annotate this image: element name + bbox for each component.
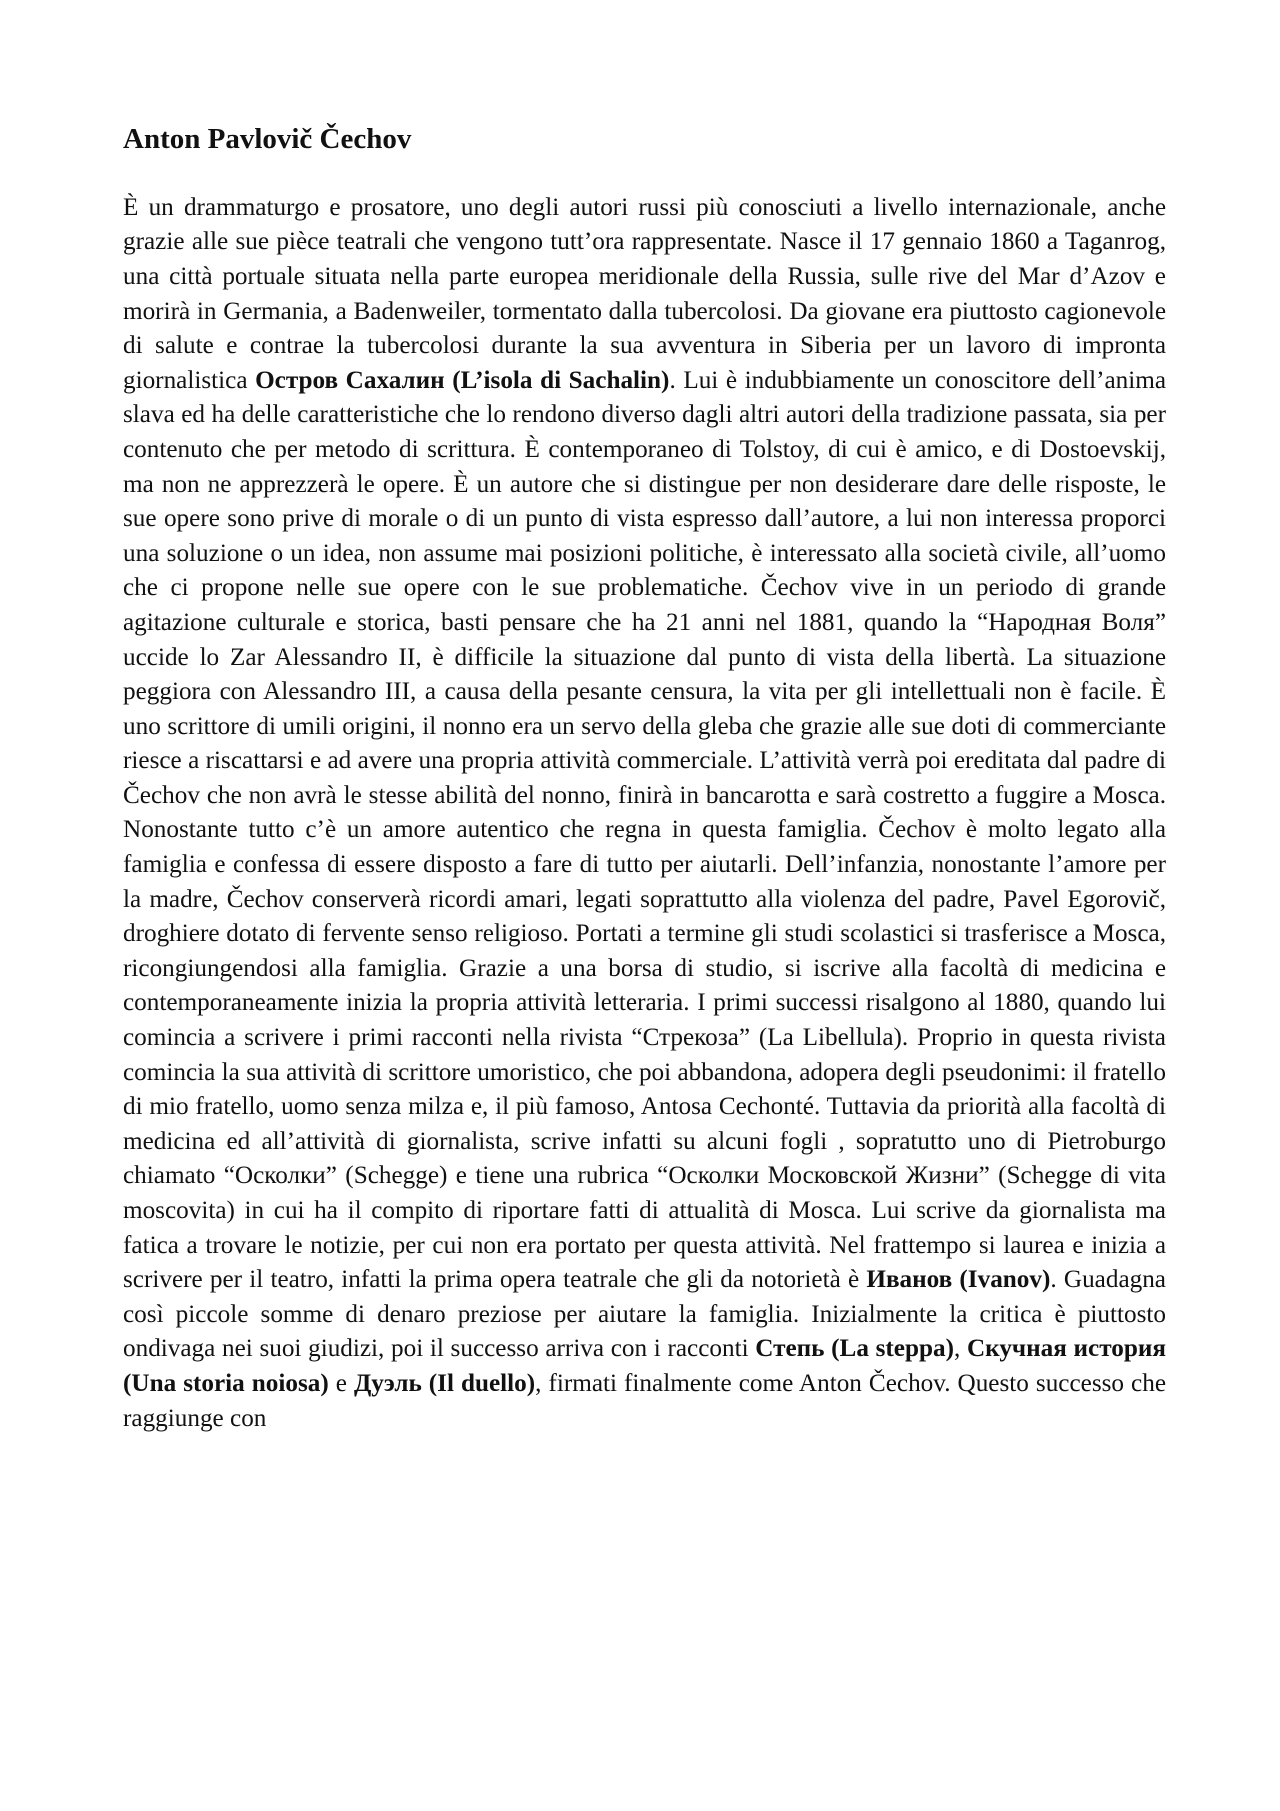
body-text-segment: e: [328, 1369, 354, 1397]
work-title-ivanov: Иванов (Ivanov): [866, 1266, 1051, 1294]
work-title-ostrov-sachalin: Остров Сахалин (L’isola di Sachalin): [255, 366, 670, 394]
body-text-segment: ,: [954, 1335, 967, 1363]
page-title: Anton Pavlovič Čechov: [123, 123, 412, 155]
body-text-segment: , firmati finalmente come Anton Čechov. Questo successo che raggiunge con: [123, 1369, 1166, 1432]
work-title-step: Степь (La steppa): [755, 1335, 954, 1363]
body-paragraph: [123, 191, 1166, 1436]
work-title-skuchnaya-istoriya: Скучная история (Una storia noiosa): [123, 1335, 1167, 1397]
body-text-segment: È un drammaturgo e prosatore, uno degli autori russi più conosciuti a livello internazionale, anche grazie alle sue pièce teatrali che vengono tutt’ora rappresentate. Nasce il 17 gennaio 1860 a Taganrog, una città portuale situata nella parte europea meridionale della Russia, sulle rive del Mar d’Azov e morirà in Germania, a Badenweiler, tormentato dalla tubercolosi. Da giovane era piuttosto cagionevole di salute e contrae la tubercolosi durante la sua avventura in Siberia per un lavoro di impronta giornalistica: [123, 193, 1166, 394]
work-title-duel: Дуэль (Il duello): [353, 1369, 536, 1397]
body-text-segment: . Guadagna così piccole somme di denaro preziose per aiutare la famiglia. Inizialmente la critica è piuttosto ondivaga nei suoi giudizi, poi il successo arriva con i racconti: [123, 1266, 1166, 1363]
body-text-segment: . Lui è indubbiamente un conoscitore dell’anima slava ed ha delle caratteristiche che lo rendono diverso dagli altri autori della tradizione passata, sia per contenuto che per metodo di scrittura. È contemporaneo di Tolstoy, di cui è amico, e di Dostoevskij, ma non ne apprezzerà le opere. È un autore che si distingue per non desiderare dare delle risposte, le sue opere sono prive di morale o di un punto di vista espresso dall’autore, a lui non interessa proporci una soluzione o un idea, non assume mai posizioni politiche, è interessato alla società civile, all’uomo che ci propone nelle sue opere con le sue problematiche. Čechov vive in un periodo di grande agitazione culturale e storica, basti pensare che ha 21 anni nel 1881, quando la “Народная Воля” uccide lo Zar Alessandro II, è difficile la situazione dal punto di vista della libertà. La situazione peggiora con Alessandro III, a causa della pesante censura, la vita per gli intellettuali non è facile. È uno scrittore di umili origini, il nonno era un servo della gleba che grazie alle sue doti di commerciante riesce a riscattarsi e ad avere una propria attività commerciale. L’attività verrà poi ereditata dal padre di Čechov che non avrà le stesse abilità del nonno, finirà in bancarotta e sarà costretto a fuggire a Mosca. Nonostante tutto c’è un amore autentico che regna in questa famiglia. Čechov è molto legato alla famiglia e confessa di essere disposto a fare di tutto per aiutarli. Dell’infanzia, nonostante l’amore per la madre, Čechov conserverà ricordi amari, legati soprattutto alla violenza del padre, Pavel Egorovič, droghiere dotato di fervente senso religioso. Portati a termine gli studi scolastici si trasferisce a Mosca, ricongiungendosi alla famiglia. Grazie a una borsa di studio, si iscrive alla facoltà di medicina e contemporaneamente inizia la propria attività letteraria. I primi successi risalgono al 1880, quando lui comincia a scrivere i primi racconti nella rivista “Стрекоза” (La Libellula). Proprio in questa rivista comincia la sua attività di scrittore umoristico, che poi abbandona, adopera degli pseudonimi: il fratello di mio fratello, uomo senza milza e, il più famoso, Antosa Cechonté. Tuttavia da priorità alla facoltà di medicina ed all’attività di giornalista, scrive infatti su alcuni fogli , sopratutto uno di Pietroburgo chiamato “Осколки” (Schegge) e tiene una rubrica “Осколки Московской Жизни” (Schegge di vita moscovita) in cui ha il compito di riportare fatti di attualità di Mosca. Lui scrive da giornalista ma fatica a trovare le notizie, per cui non era portato per questa attività. Nel frattempo si laurea e inizia a scrivere per il teatro, infatti la prima opera teatrale che gli da notorietà è: [123, 366, 1167, 1294]
